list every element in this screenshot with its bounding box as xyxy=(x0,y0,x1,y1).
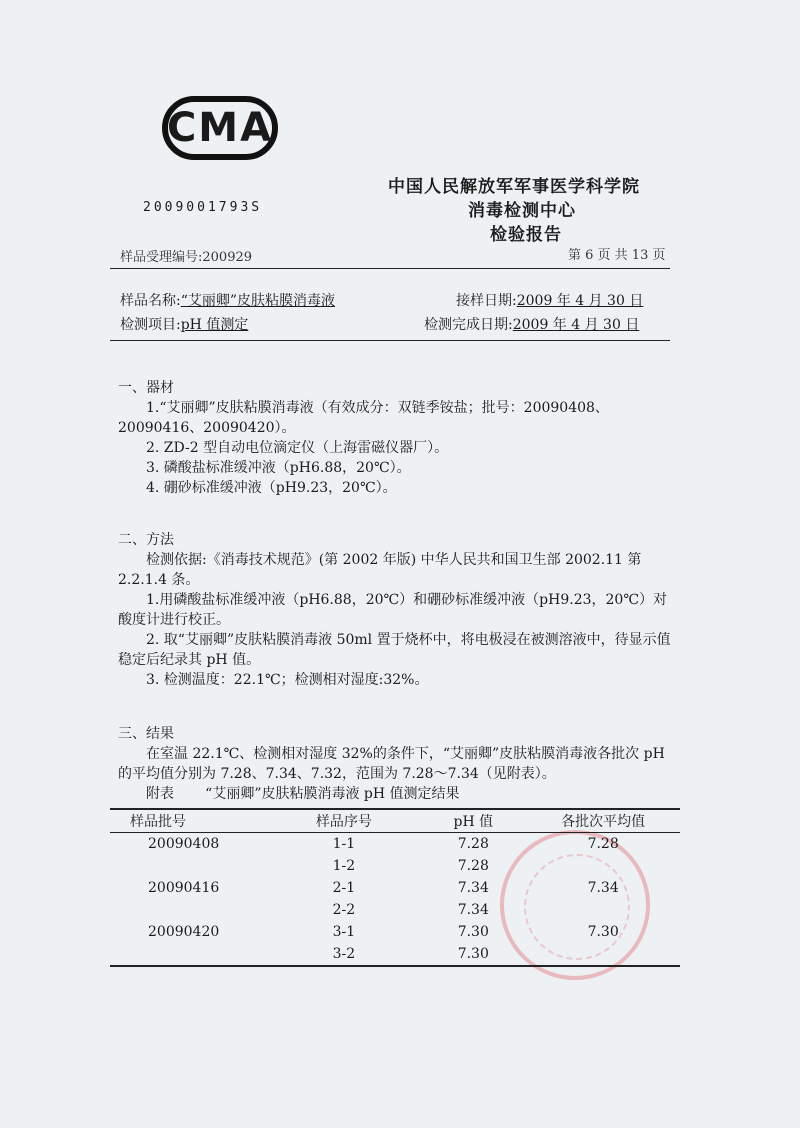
divider-info xyxy=(110,340,670,341)
col-header: 样品序号 xyxy=(315,814,372,830)
section-method xyxy=(118,530,674,690)
section-title: 一、器材 xyxy=(118,380,174,396)
result-text: 在室温 22.1℃、检测相对湿度 32%的条件下，“艾丽卿”皮肤粘膜消毒液各批次 pH 的平均值分别为 7.28、7.34、7.32，范围为 7.28～7.34（见附表）。 xyxy=(118,746,665,782)
test-item: 检测项目:pH 值测定 xyxy=(120,317,249,333)
section-result xyxy=(118,724,674,804)
center-name: 消毒检测中心 xyxy=(468,201,576,221)
divider-top xyxy=(110,268,670,269)
section-title: 二、方法 xyxy=(118,532,174,548)
section-equipment xyxy=(118,378,674,498)
method-item: 3. 检测温度：22.1℃；检测相对湿度:32%。 xyxy=(146,672,429,688)
org-name: 中国人民解放军军事医学科学院 xyxy=(388,177,640,197)
report-title: 检验报告 xyxy=(490,225,562,245)
cma-logo: CMA xyxy=(162,96,278,160)
equipment-item: 1.“艾丽卿”皮肤粘膜消毒液（有效成分：双链季铵盐；批号：20090408、20090416、20090420）。 xyxy=(118,400,609,436)
page-info: 第 6 页 共 13 页 xyxy=(568,248,666,263)
sample-name: 样品名称:“艾丽卿”皮肤粘膜消毒液 xyxy=(120,293,336,309)
method-item: 1.用磷酸盐标准缓冲液（pH6.88，20℃）和硼砂标准缓冲液（pH9.23，20℃）对酸度计进行校正。 xyxy=(118,592,667,628)
section-title: 三、结果 xyxy=(118,726,174,742)
col-header: 样品批号 xyxy=(130,814,186,830)
method-item: 2. 取“艾丽卿”皮肤粘膜消毒液 50ml 置于烧杯中，将电极浸在被测溶液中，待显示值稳定后纪录其 pH 值。 xyxy=(118,632,671,668)
table-row: 3-2 7.30 xyxy=(332,946,489,962)
method-item: 检测依据:《消毒技术规范》(第 2002 年版) 中华人民共和国卫生部 2002.11 第 2.2.1.4 条。 xyxy=(118,552,642,588)
table-row: 1-2 7.28 xyxy=(332,858,489,874)
sample-no: 样品受理编号:200929 xyxy=(120,250,253,265)
table-row: 20090408 1-1 7.28 7.28 xyxy=(148,836,619,852)
result-table xyxy=(110,808,680,967)
table-row: 20090416 2-1 7.34 7.34 xyxy=(148,880,619,896)
cert-number: 2009001793S xyxy=(143,200,263,215)
col-header: 各批次平均值 xyxy=(561,814,646,830)
table-row: 2-2 7.34 xyxy=(332,902,489,918)
equipment-item: 2. ZD-2 型自动电位滴定仪（上海雷磁仪器厂）。 xyxy=(146,440,449,456)
equipment-item: 4. 硼砂标准缓冲液（pH9.23，20℃）。 xyxy=(146,480,397,496)
table-row: 20090420 3-1 7.30 7.30 xyxy=(148,924,619,940)
col-header: pH 值 xyxy=(453,814,494,830)
finish-date: 检测完成日期:2009 年 4 月 30 日 xyxy=(424,317,640,333)
equipment-item: 3. 磷酸盐标准缓冲液（pH6.88，20℃）。 xyxy=(146,460,411,476)
table-caption: 附表 “艾丽卿”皮肤粘膜消毒液 pH 值测定结果 xyxy=(146,786,460,802)
receive-date: 接样日期:2009 年 4 月 30 日 xyxy=(456,293,644,309)
